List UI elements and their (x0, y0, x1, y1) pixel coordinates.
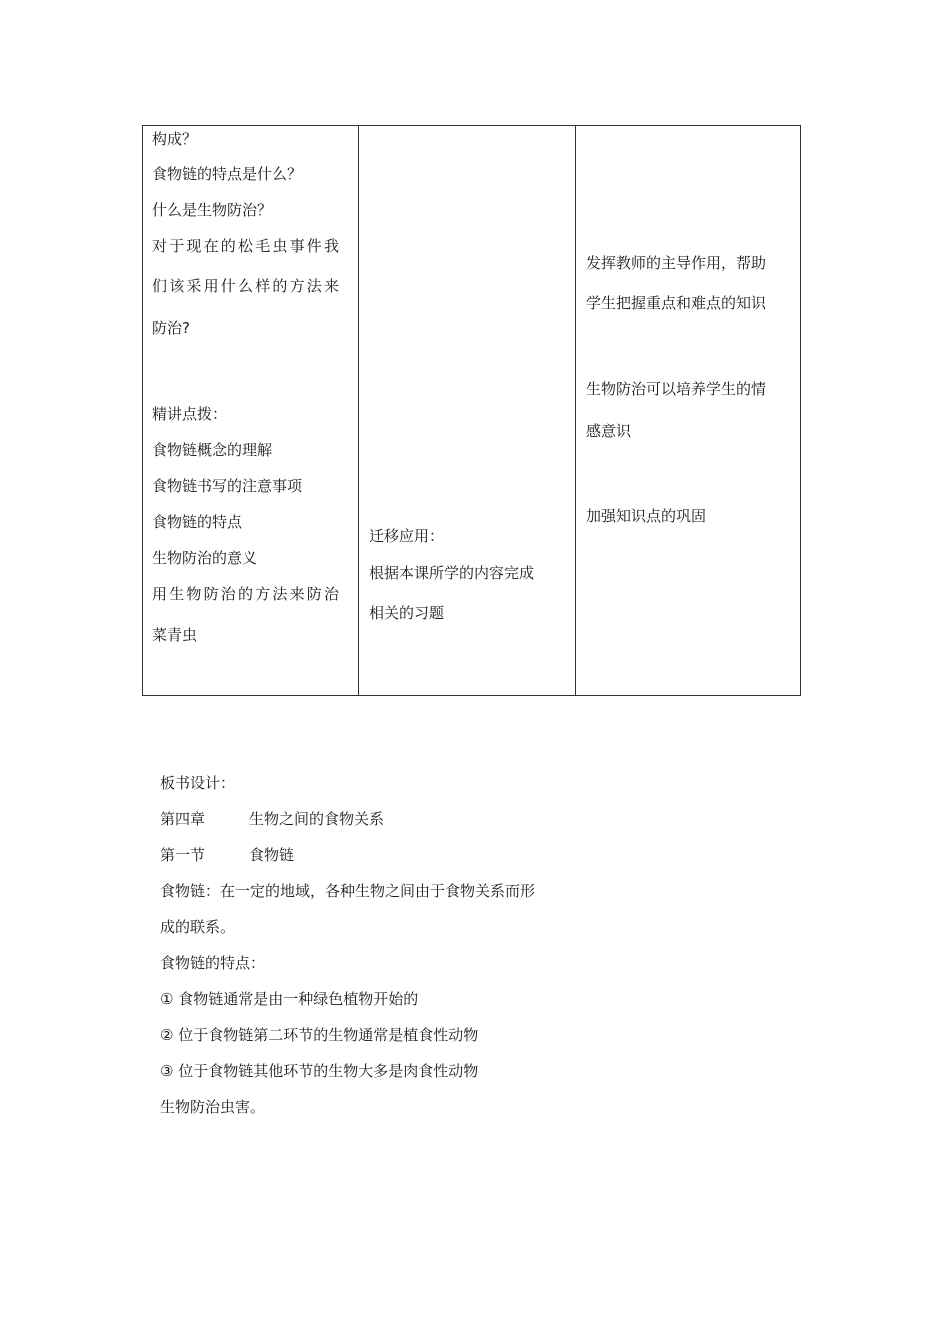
table-text-line: 用生物防治的方法来防治 (152, 585, 342, 603)
biological-control-line: 生物防治虫害。 (160, 1098, 266, 1116)
section-number: 第一节 (160, 846, 206, 864)
table-text-line: 菜青虫 (152, 626, 198, 644)
lesson-plan-table (142, 125, 801, 696)
section-line (160, 845, 294, 865)
table-text-line: 相关的习题 (369, 604, 445, 622)
feature-item: ③ 位于食物链其他环节的生物大多是肉食性动物 (160, 1062, 479, 1080)
table-text-line: 加强知识点的巩固 (586, 507, 707, 525)
table-text-line: 生物防治可以培养学生的情 (586, 380, 767, 398)
feature-item: ② 位于食物链第二环节的生物通常是植食性动物 (160, 1026, 479, 1044)
table-text-line: 根据本课所学的内容完成 (369, 564, 535, 582)
column-divider (358, 126, 359, 695)
table-text-line: 学生把握重点和难点的知识 (586, 294, 767, 312)
table-text-line: 食物链书写的注意事项 (152, 477, 303, 495)
feature-item: ① 食物链通常是由一种绿色植物开始的 (160, 990, 419, 1008)
column-divider (575, 126, 576, 695)
table-text-line: 感意识 (586, 422, 632, 440)
board-title: 板书设计： (160, 774, 236, 792)
table-text-line: 迁移应用： (369, 527, 445, 545)
definition-line: 成的联系。 (160, 918, 236, 936)
table-text-line: 食物链概念的理解 (152, 441, 273, 459)
table-text-line: 对于现在的松毛虫事件我 (152, 237, 342, 255)
definition-line: 食物链：在一定的地域，各种生物之间由于食物关系而形 (160, 882, 536, 900)
table-text-line: 发挥教师的主导作用，帮助 (586, 254, 767, 272)
table-text-line: 食物链的特点 (152, 513, 243, 531)
chapter-number: 第四章 (160, 810, 206, 828)
table-text-line: 构成？ (152, 130, 198, 148)
table-text-line: 们该采用什么样的方法来 (152, 277, 342, 295)
section-name: 食物链 (249, 846, 295, 864)
chapter-name: 生物之间的食物关系 (249, 810, 385, 828)
table-text-line: 食物链的特点是什么？ (152, 165, 303, 183)
table-text-line: 防治? (152, 319, 190, 337)
table-text-line: 精讲点拨： (152, 405, 228, 423)
chapter-line (160, 809, 384, 829)
table-text-line: 生物防治的意义 (152, 549, 258, 567)
table-text-line: 什么是生物防治？ (152, 201, 273, 219)
features-title: 食物链的特点： (160, 954, 266, 972)
